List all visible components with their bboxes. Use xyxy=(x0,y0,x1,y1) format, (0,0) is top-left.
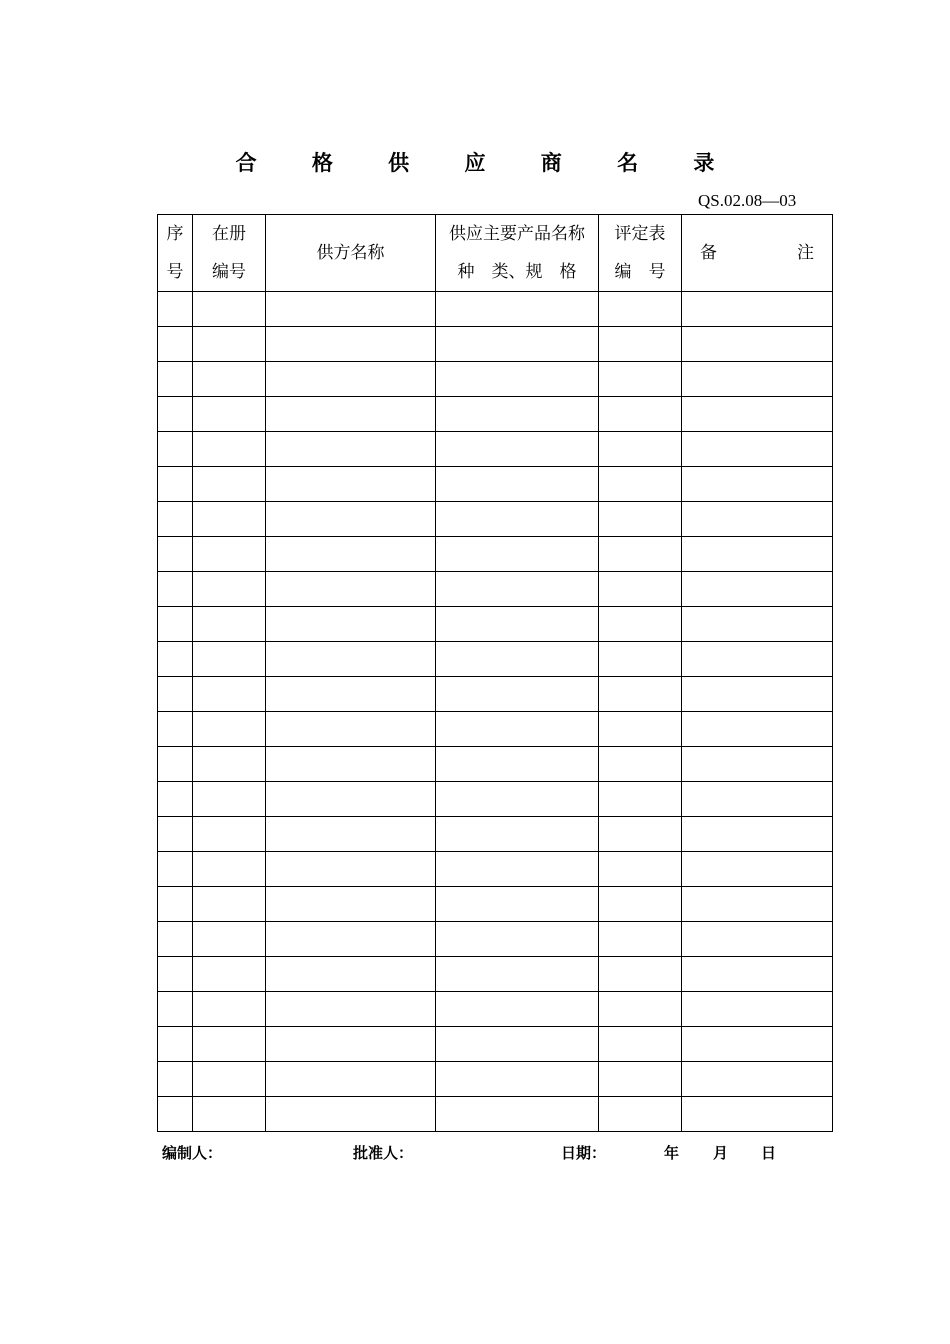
table-cell[interactable] xyxy=(193,922,266,957)
table-cell[interactable] xyxy=(158,887,193,922)
table-cell[interactable] xyxy=(158,642,193,677)
table-cell[interactable] xyxy=(599,432,682,467)
table-cell[interactable] xyxy=(266,327,436,362)
table-cell[interactable] xyxy=(158,607,193,642)
table-cell[interactable] xyxy=(193,642,266,677)
table-cell[interactable] xyxy=(158,712,193,747)
table-cell[interactable] xyxy=(436,677,599,712)
table-cell[interactable] xyxy=(266,467,436,502)
table-cell[interactable] xyxy=(436,327,599,362)
table-row xyxy=(158,852,833,887)
table-row xyxy=(158,327,833,362)
table-cell[interactable] xyxy=(682,747,833,782)
table-cell[interactable] xyxy=(193,572,266,607)
table-cell[interactable] xyxy=(266,992,436,1027)
month-label: 月 xyxy=(713,1144,729,1162)
table-cell[interactable] xyxy=(682,922,833,957)
table-row xyxy=(158,1062,833,1097)
table-cell[interactable] xyxy=(158,747,193,782)
table-cell[interactable] xyxy=(193,537,266,572)
table-cell[interactable] xyxy=(266,782,436,817)
table-row xyxy=(158,747,833,782)
page-title: 合 格 供 应 商 名 录 xyxy=(235,151,739,175)
table-cell[interactable] xyxy=(682,782,833,817)
table-row xyxy=(158,1027,833,1062)
table-cell[interactable] xyxy=(193,327,266,362)
table-cell[interactable] xyxy=(158,397,193,432)
table-cell[interactable] xyxy=(436,1027,599,1062)
table-cell[interactable] xyxy=(599,677,682,712)
table-row xyxy=(158,572,833,607)
table-cell[interactable] xyxy=(193,747,266,782)
table-cell[interactable] xyxy=(436,887,599,922)
approver-label: 批准人： xyxy=(353,1144,414,1162)
date-label: 日期： xyxy=(561,1144,607,1162)
table-cell[interactable] xyxy=(682,607,833,642)
table-cell[interactable] xyxy=(682,712,833,747)
table-cell[interactable] xyxy=(682,642,833,677)
table-cell[interactable] xyxy=(682,327,833,362)
table-row xyxy=(158,817,833,852)
table-cell[interactable] xyxy=(158,502,193,537)
table-cell[interactable] xyxy=(158,432,193,467)
table-cell[interactable] xyxy=(436,747,599,782)
table-cell[interactable] xyxy=(436,922,599,957)
table-cell[interactable] xyxy=(599,607,682,642)
table-cell[interactable] xyxy=(158,362,193,397)
table-cell[interactable] xyxy=(599,1062,682,1097)
table-cell[interactable] xyxy=(193,712,266,747)
table-cell[interactable] xyxy=(193,852,266,887)
table-cell[interactable] xyxy=(158,922,193,957)
table-cell[interactable] xyxy=(193,397,266,432)
table-cell[interactable] xyxy=(599,502,682,537)
table-cell[interactable] xyxy=(599,642,682,677)
table-cell[interactable] xyxy=(682,362,833,397)
table-cell[interactable] xyxy=(682,1027,833,1062)
day-label: 日 xyxy=(761,1144,777,1162)
table-cell[interactable] xyxy=(682,992,833,1027)
table-cell[interactable] xyxy=(599,397,682,432)
table-cell[interactable] xyxy=(599,1097,682,1132)
table-cell[interactable] xyxy=(682,572,833,607)
table-cell[interactable] xyxy=(266,747,436,782)
table-cell[interactable] xyxy=(193,817,266,852)
table-row xyxy=(158,922,833,957)
table-cell[interactable] xyxy=(599,327,682,362)
table-cell[interactable] xyxy=(599,992,682,1027)
table-cell[interactable] xyxy=(682,502,833,537)
table-row xyxy=(158,957,833,992)
table-cell[interactable] xyxy=(193,677,266,712)
header-product: 供应主要产品名称 种 类、规 格 xyxy=(436,215,599,292)
table-cell[interactable] xyxy=(599,852,682,887)
table-cell[interactable] xyxy=(266,537,436,572)
table-cell[interactable] xyxy=(266,502,436,537)
table-row xyxy=(158,397,833,432)
table-row xyxy=(158,607,833,642)
table-cell[interactable] xyxy=(682,537,833,572)
header-supplier-name: 供方名称 xyxy=(266,215,436,292)
table-cell[interactable] xyxy=(682,887,833,922)
table-cell[interactable] xyxy=(266,852,436,887)
table-cell[interactable] xyxy=(599,1027,682,1062)
table-row xyxy=(158,362,833,397)
table-body xyxy=(158,292,833,1132)
table-cell[interactable] xyxy=(599,712,682,747)
header-evaluation-number: 评定表 编 号 xyxy=(599,215,682,292)
table-row xyxy=(158,467,833,502)
table-cell[interactable] xyxy=(436,992,599,1027)
table-cell[interactable] xyxy=(682,852,833,887)
table-cell[interactable] xyxy=(266,887,436,922)
table-cell[interactable] xyxy=(436,1062,599,1097)
table-row xyxy=(158,1097,833,1132)
table-cell[interactable] xyxy=(266,292,436,327)
table-cell[interactable] xyxy=(158,817,193,852)
table-cell[interactable] xyxy=(158,292,193,327)
table-cell[interactable] xyxy=(599,782,682,817)
table-cell[interactable] xyxy=(193,957,266,992)
table-cell[interactable] xyxy=(193,1027,266,1062)
table-cell[interactable] xyxy=(436,957,599,992)
table-cell[interactable] xyxy=(436,432,599,467)
table-cell[interactable] xyxy=(266,1062,436,1097)
table-cell[interactable] xyxy=(158,1062,193,1097)
table-cell[interactable] xyxy=(193,992,266,1027)
table-cell[interactable] xyxy=(266,432,436,467)
table-cell[interactable] xyxy=(599,362,682,397)
table-cell[interactable] xyxy=(193,467,266,502)
table-cell[interactable] xyxy=(682,292,833,327)
form-code: QS.02.08—03 xyxy=(698,191,797,210)
table-cell[interactable] xyxy=(266,922,436,957)
table-cell[interactable] xyxy=(599,957,682,992)
table-cell[interactable] xyxy=(266,572,436,607)
table-cell[interactable] xyxy=(682,677,833,712)
table-cell[interactable] xyxy=(193,432,266,467)
table-cell[interactable] xyxy=(599,922,682,957)
table-cell[interactable] xyxy=(266,712,436,747)
table-cell[interactable] xyxy=(599,467,682,502)
year-label: 年 xyxy=(664,1144,680,1162)
header-remark: 备 注 xyxy=(682,215,833,292)
table-row xyxy=(158,887,833,922)
table-cell[interactable] xyxy=(599,292,682,327)
header-seq: 序 号 xyxy=(158,215,193,292)
table-row xyxy=(158,502,833,537)
table-cell[interactable] xyxy=(436,1097,599,1132)
table-cell[interactable] xyxy=(436,292,599,327)
table-header-row xyxy=(158,215,833,292)
table-cell[interactable] xyxy=(599,537,682,572)
table-cell[interactable] xyxy=(266,362,436,397)
compiler-label: 编制人： xyxy=(162,1144,223,1162)
table-cell[interactable] xyxy=(436,467,599,502)
table-cell[interactable] xyxy=(266,397,436,432)
table-cell[interactable] xyxy=(266,817,436,852)
table-cell[interactable] xyxy=(266,607,436,642)
table-cell[interactable] xyxy=(158,1097,193,1132)
table-cell[interactable] xyxy=(682,397,833,432)
table-cell[interactable] xyxy=(193,502,266,537)
table-cell[interactable] xyxy=(193,782,266,817)
table-cell[interactable] xyxy=(436,572,599,607)
table-cell[interactable] xyxy=(436,397,599,432)
table-cell[interactable] xyxy=(682,817,833,852)
table-cell[interactable] xyxy=(266,957,436,992)
table-row xyxy=(158,782,833,817)
table-cell[interactable] xyxy=(158,782,193,817)
table-cell[interactable] xyxy=(158,572,193,607)
table-cell[interactable] xyxy=(599,887,682,922)
table-cell[interactable] xyxy=(682,432,833,467)
table-cell[interactable] xyxy=(158,327,193,362)
table-cell[interactable] xyxy=(436,852,599,887)
table-cell[interactable] xyxy=(158,957,193,992)
table-cell[interactable] xyxy=(193,362,266,397)
table-cell[interactable] xyxy=(266,1097,436,1132)
table-cell[interactable] xyxy=(193,1062,266,1097)
table-cell[interactable] xyxy=(436,537,599,572)
table-cell[interactable] xyxy=(682,1097,833,1132)
table-cell[interactable] xyxy=(158,537,193,572)
table-cell[interactable] xyxy=(436,817,599,852)
table-cell[interactable] xyxy=(266,677,436,712)
table-cell[interactable] xyxy=(436,607,599,642)
table-cell[interactable] xyxy=(266,1027,436,1062)
table-cell[interactable] xyxy=(682,467,833,502)
table-cell[interactable] xyxy=(436,502,599,537)
table-row xyxy=(158,677,833,712)
table-cell[interactable] xyxy=(193,607,266,642)
table-cell[interactable] xyxy=(158,852,193,887)
table-cell[interactable] xyxy=(158,1027,193,1062)
table-row xyxy=(158,642,833,677)
table-row xyxy=(158,292,833,327)
supplier-table xyxy=(157,214,833,1132)
table-cell[interactable] xyxy=(599,572,682,607)
table-cell[interactable] xyxy=(193,292,266,327)
table-row xyxy=(158,537,833,572)
table-cell[interactable] xyxy=(158,467,193,502)
header-registration-number: 在册 编号 xyxy=(193,215,266,292)
table-row xyxy=(158,992,833,1027)
table-cell[interactable] xyxy=(158,992,193,1027)
table-cell[interactable] xyxy=(193,1097,266,1132)
table-cell[interactable] xyxy=(436,642,599,677)
table-cell[interactable] xyxy=(682,957,833,992)
table-cell[interactable] xyxy=(436,712,599,747)
table-cell[interactable] xyxy=(599,817,682,852)
table-cell[interactable] xyxy=(436,362,599,397)
table-cell[interactable] xyxy=(436,782,599,817)
table-cell[interactable] xyxy=(682,1062,833,1097)
table-cell[interactable] xyxy=(158,677,193,712)
table-cell[interactable] xyxy=(266,642,436,677)
table-cell[interactable] xyxy=(599,747,682,782)
table-row xyxy=(158,432,833,467)
table-cell[interactable] xyxy=(193,887,266,922)
table-row xyxy=(158,712,833,747)
